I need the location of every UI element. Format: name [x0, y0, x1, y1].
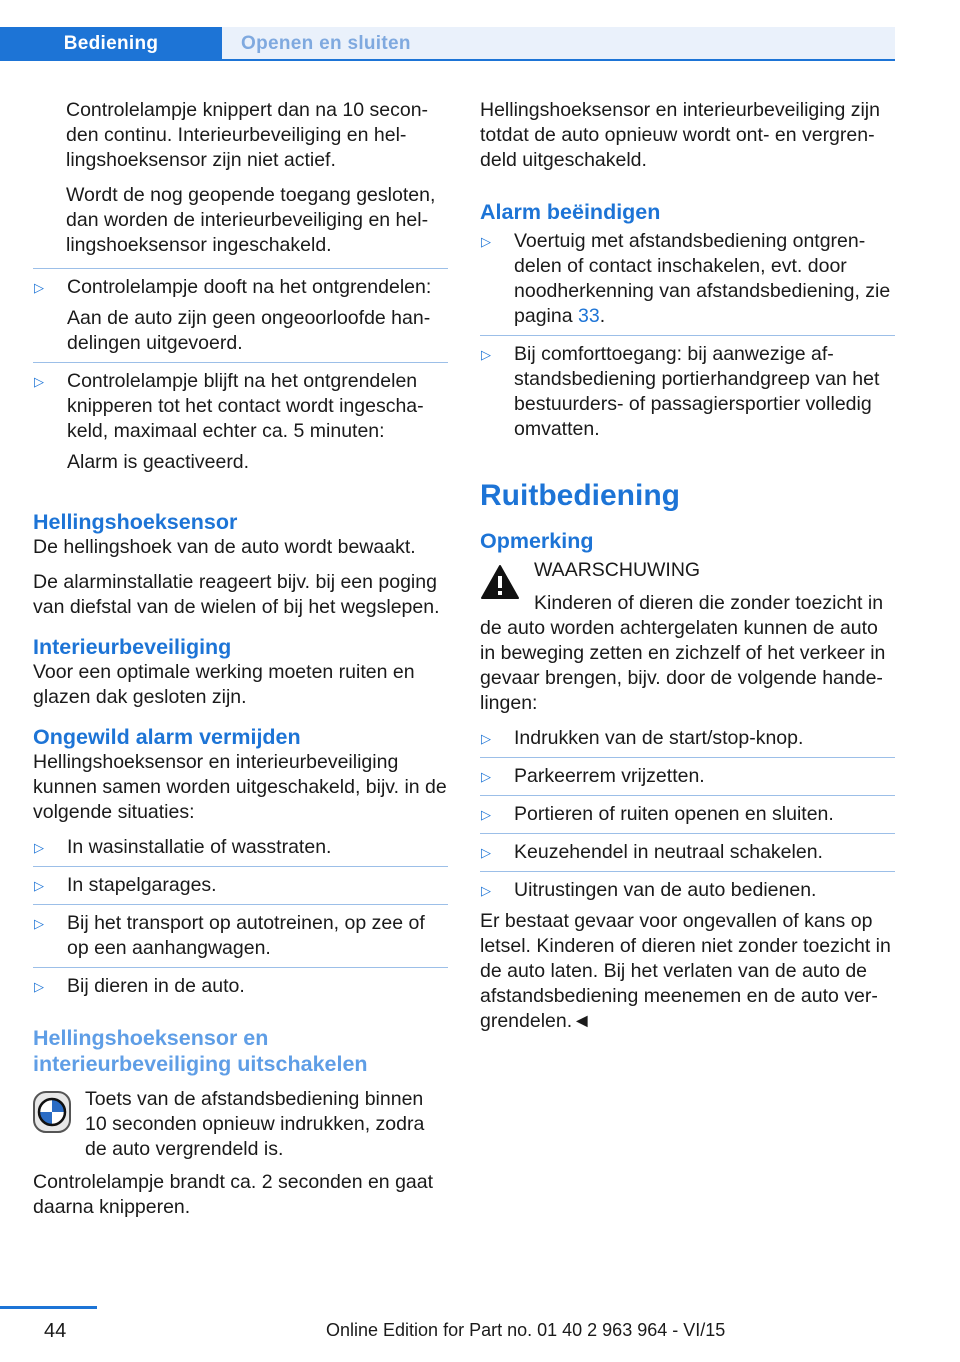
triangle-right-icon: ▷ [34, 916, 44, 931]
divider [33, 268, 448, 269]
page-number: 44 [44, 1320, 67, 1342]
footer-rule [0, 1306, 97, 1309]
list-item-text: Bij het transport op autotreinen, op zee of op een aanhangwagen. [67, 912, 425, 959]
warning-block [480, 558, 895, 716]
bmw-key-fob-icon [33, 1091, 71, 1140]
divider [33, 967, 448, 968]
list-item [33, 911, 448, 967]
triangle-right-icon: ▷ [481, 234, 491, 249]
key-instruction [33, 1087, 448, 1162]
list-item-text: Keuzehendel in neutraal schakelen. [514, 841, 823, 863]
right-column [480, 98, 895, 1044]
paragraph: Er bestaat gevaar voor ongevallen of kans op letsel. Kinderen of dieren niet zonder toezicht in de auto laten. Bij het verlaten van de auto de afstandsbediening meenemen en de auto ver-grendelen.◄ [480, 910, 891, 1032]
list-item-text: Uitrustingen van de auto bedienen. [514, 879, 817, 901]
list-item [480, 726, 895, 757]
list-item-text: Portieren of ruiten openen en sluiten. [514, 803, 834, 825]
list-item-text: In wasinstallatie of wasstraten. [67, 836, 332, 858]
list-item [33, 974, 448, 1005]
triangle-right-icon: ▷ [34, 840, 44, 855]
triangle-right-icon: ▷ [34, 374, 44, 389]
triangle-right-icon: ▷ [34, 280, 44, 295]
triangle-right-icon: ▷ [481, 347, 491, 362]
heading-ongewild-alarm: Ongewild alarm vermijden [33, 725, 301, 749]
paragraph: Hellingshoeksensor en interieurbeveiliging zijn totdat de auto opnieuw wordt ont- en vergren-deld uitgeschakeld. [480, 99, 880, 171]
triangle-right-icon: ▷ [34, 979, 44, 994]
list-item-text: Indrukken van de start/stop-knop. [514, 727, 804, 749]
paragraph: Controlelampje knippert dan na 10 secon-den continu. Interieurbeveiliging en hel-lingshoeksensor zijn niet actief. [66, 99, 429, 171]
edition-text: Online Edition for Part no. 01 40 2 963 964 - VI/15 [326, 1320, 726, 1340]
divider [33, 904, 448, 905]
header-tabs [0, 27, 895, 61]
heading-interieurbeveiliging: Interieurbeveiliging [33, 635, 232, 659]
paragraph: Wordt de nog geopende toegang gesloten, dan worden de interieurbeveiliging en hel-lingshoeksensor ingeschakeld. [66, 184, 436, 256]
list-item [480, 802, 895, 833]
triangle-right-icon: ▷ [481, 769, 491, 784]
warning-text: Kinderen of dieren die zonder toezicht in de auto worden achtergelaten kunnen de auto in beweging zetten en zichzelf of het verkeer in gevaar brengen, bijv. door de volgende hande-lingen: [480, 592, 886, 714]
heading-uitschakelen: Hellingshoeksensor en interieurbeveiliging uitschakelen [33, 1026, 368, 1076]
warning-label: WAARSCHUWING [534, 559, 701, 581]
heading-hellingshoeksensor: Hellingshoeksensor [33, 510, 238, 534]
list-item-text: Parkeerrem vrijzetten. [514, 765, 705, 787]
warning-triangle-icon [480, 564, 520, 607]
list-item-text: Bij comforttoegang: bij aanwezige af-standsbediening portierhandgreep van het bestuurders- of passagiersportier volledig omvatten. [514, 343, 880, 440]
list-item-text-main: Voertuig met afstandsbediening ontgren-delen of contact inschakelen, evt. door noodherkenning van afstandsbediening, zie pagina [514, 230, 891, 327]
list-item-text: In stapelgarages. [67, 874, 217, 896]
list-item [480, 878, 895, 909]
paragraph: De alarminstallatie reageert bijv. bij een poging van diefstal van de wielen of bij het wegslepen. [33, 571, 440, 618]
triangle-right-icon: ▷ [481, 807, 491, 822]
paragraph: Toets van de afstandsbediening binnen 10 seconden opnieuw indrukken, zodra de auto vergrendeld is. [85, 1088, 425, 1160]
tab-openen-en-sluiten[interactable]: Openen en sluiten [222, 27, 895, 61]
paragraph: Voor een optimale werking moeten ruiten en glazen dak gesloten zijn. [33, 661, 415, 708]
divider [480, 757, 895, 758]
divider [480, 795, 895, 796]
list-item [33, 835, 448, 866]
paragraph: Controlelampje brandt ca. 2 seconden en gaat daarna knipperen. [33, 1171, 434, 1218]
list-item [480, 229, 895, 335]
header-rule [0, 59, 895, 61]
list-item [33, 275, 448, 362]
divider [480, 833, 895, 834]
list-item [33, 873, 448, 904]
divider [480, 335, 895, 336]
heading-opmerking: Opmerking [480, 529, 594, 553]
left-column [33, 98, 448, 1230]
list-item [480, 342, 895, 448]
heading-ruitbediening: Ruitbediening [480, 479, 680, 512]
paragraph: Hellingshoeksensor en interieurbeveiliging kunnen samen worden uitgeschakeld, bijv. in de volgende situaties: [33, 751, 447, 823]
list-item-text: Controlelampje blijft na het ontgrendelen knipperen tot het contact wordt ingescha-keld, maximaal echter ca. 5 minuten: [67, 370, 424, 442]
divider [480, 871, 895, 872]
triangle-right-icon: ▷ [34, 878, 44, 893]
list-item-text: Alarm is geactiveerd. [67, 451, 250, 473]
list-item-text: Controlelampje dooft na het ontgrendelen: [67, 276, 432, 298]
list-item [33, 369, 448, 481]
triangle-right-icon: ▷ [481, 883, 491, 898]
list-item-text: Bij dieren in de auto. [67, 975, 245, 997]
list-item-text: Aan de auto zijn geen ongeoorloofde han-delingen uitgevoerd. [67, 307, 431, 354]
list-item [480, 840, 895, 871]
divider [33, 866, 448, 867]
triangle-right-icon: ▷ [481, 845, 491, 860]
list-item-text: Voertuig met afstandsbediening ontgren-delen of contact inschakelen, evt. door noodherkenning van afstandsbediening, zie pagina 33. [514, 230, 891, 327]
divider [33, 362, 448, 363]
heading-alarm-beeindigen: Alarm beëindigen [480, 200, 661, 224]
tab-bediening[interactable]: Bediening [0, 27, 222, 61]
list-item [480, 764, 895, 795]
paragraph: De hellingshoek van de auto wordt bewaakt. [33, 536, 416, 558]
triangle-right-icon: ▷ [481, 731, 491, 746]
page-link[interactable]: 33 [577, 305, 600, 327]
